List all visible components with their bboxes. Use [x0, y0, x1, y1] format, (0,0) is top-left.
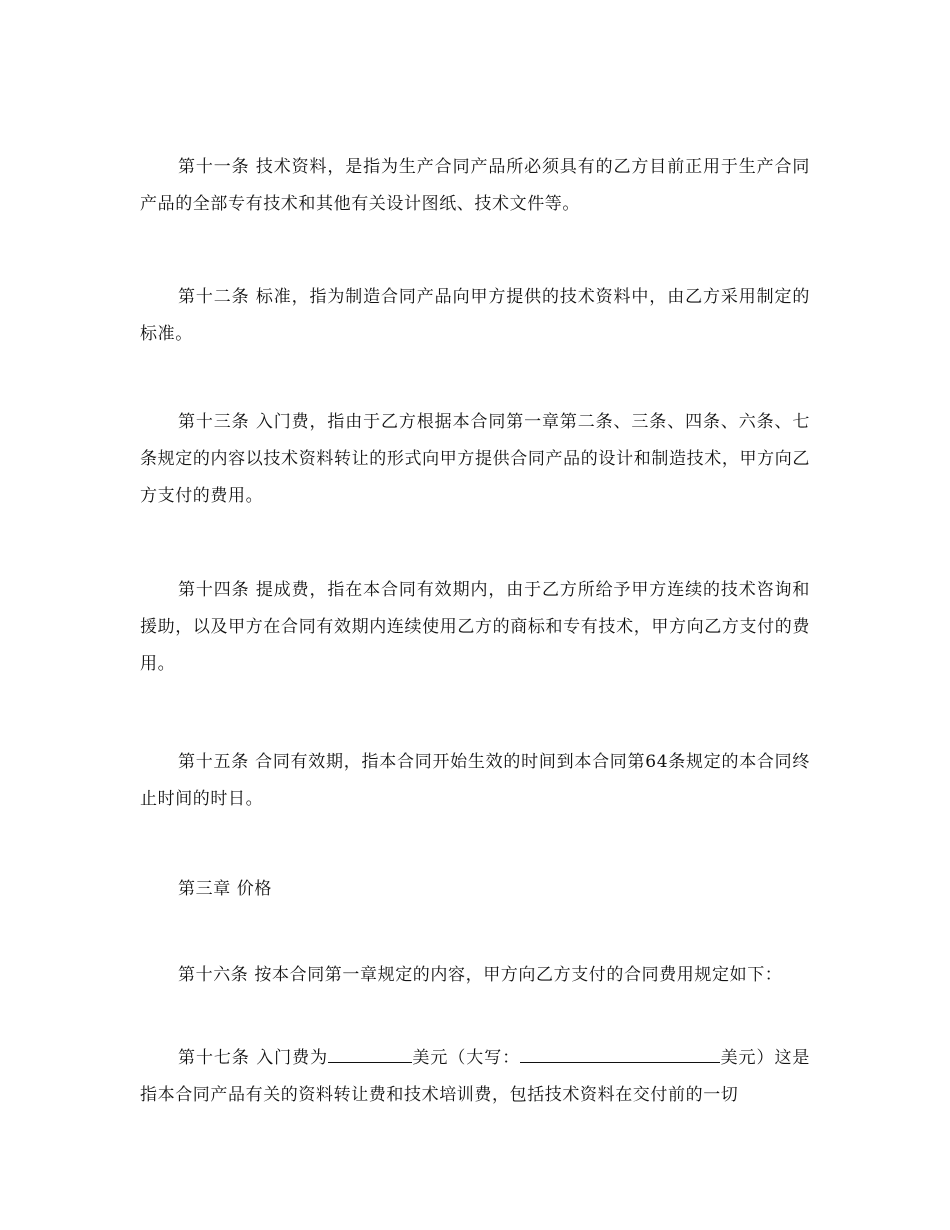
article-16: 第十六条 按本合同第一章规定的内容，甲方向乙方支付的合同费用规定如下：	[178, 965, 783, 985]
chapter-3-heading: 第三章 价格	[178, 879, 273, 899]
article-12: 第十二条 标准，指为制造合同产品向甲方提供的技术资料中，由乙方采用制定的标准。	[140, 287, 810, 344]
article-14: 第十四条 提成费，指在本合同有效期内，由于乙方所给予甲方连续的技术咨询和援助，以及甲方在合同有效期内连续使用乙方的商标和专有技术，甲方向乙方支付的费用。	[140, 580, 810, 674]
article-17-part2: 美元（大写：	[412, 1048, 521, 1068]
article-17-part3: 美元）这是指本合同产品有关的资料转让费和技术培训费，包括技术资料在交付前的一切	[140, 1048, 811, 1105]
entry-fee-words-blank	[520, 1044, 720, 1063]
article-17-part1: 第十七条 入门费为	[178, 1048, 329, 1068]
entry-fee-amount-blank	[328, 1044, 412, 1063]
article-17	[140, 1040, 810, 1114]
article-13: 第十三条 入门费，指由于乙方根据本合同第一章第二条、三条、四条、六条、七条规定的内容以技术资料转让的形式向甲方提供合同产品的设计和制造技术，甲方向乙方支付的费用。	[140, 412, 810, 506]
article-11: 第十一条 技术资料，是指为生产合同产品所必须具有的乙方目前正用于生产合同产品的全部专有技术和其他有关设计图纸、技术文件等。	[140, 157, 810, 214]
article-15: 第十五条 合同有效期，指本合同开始生效的时间到本合同第64条规定的本合同终止时间的时日。	[140, 752, 810, 809]
